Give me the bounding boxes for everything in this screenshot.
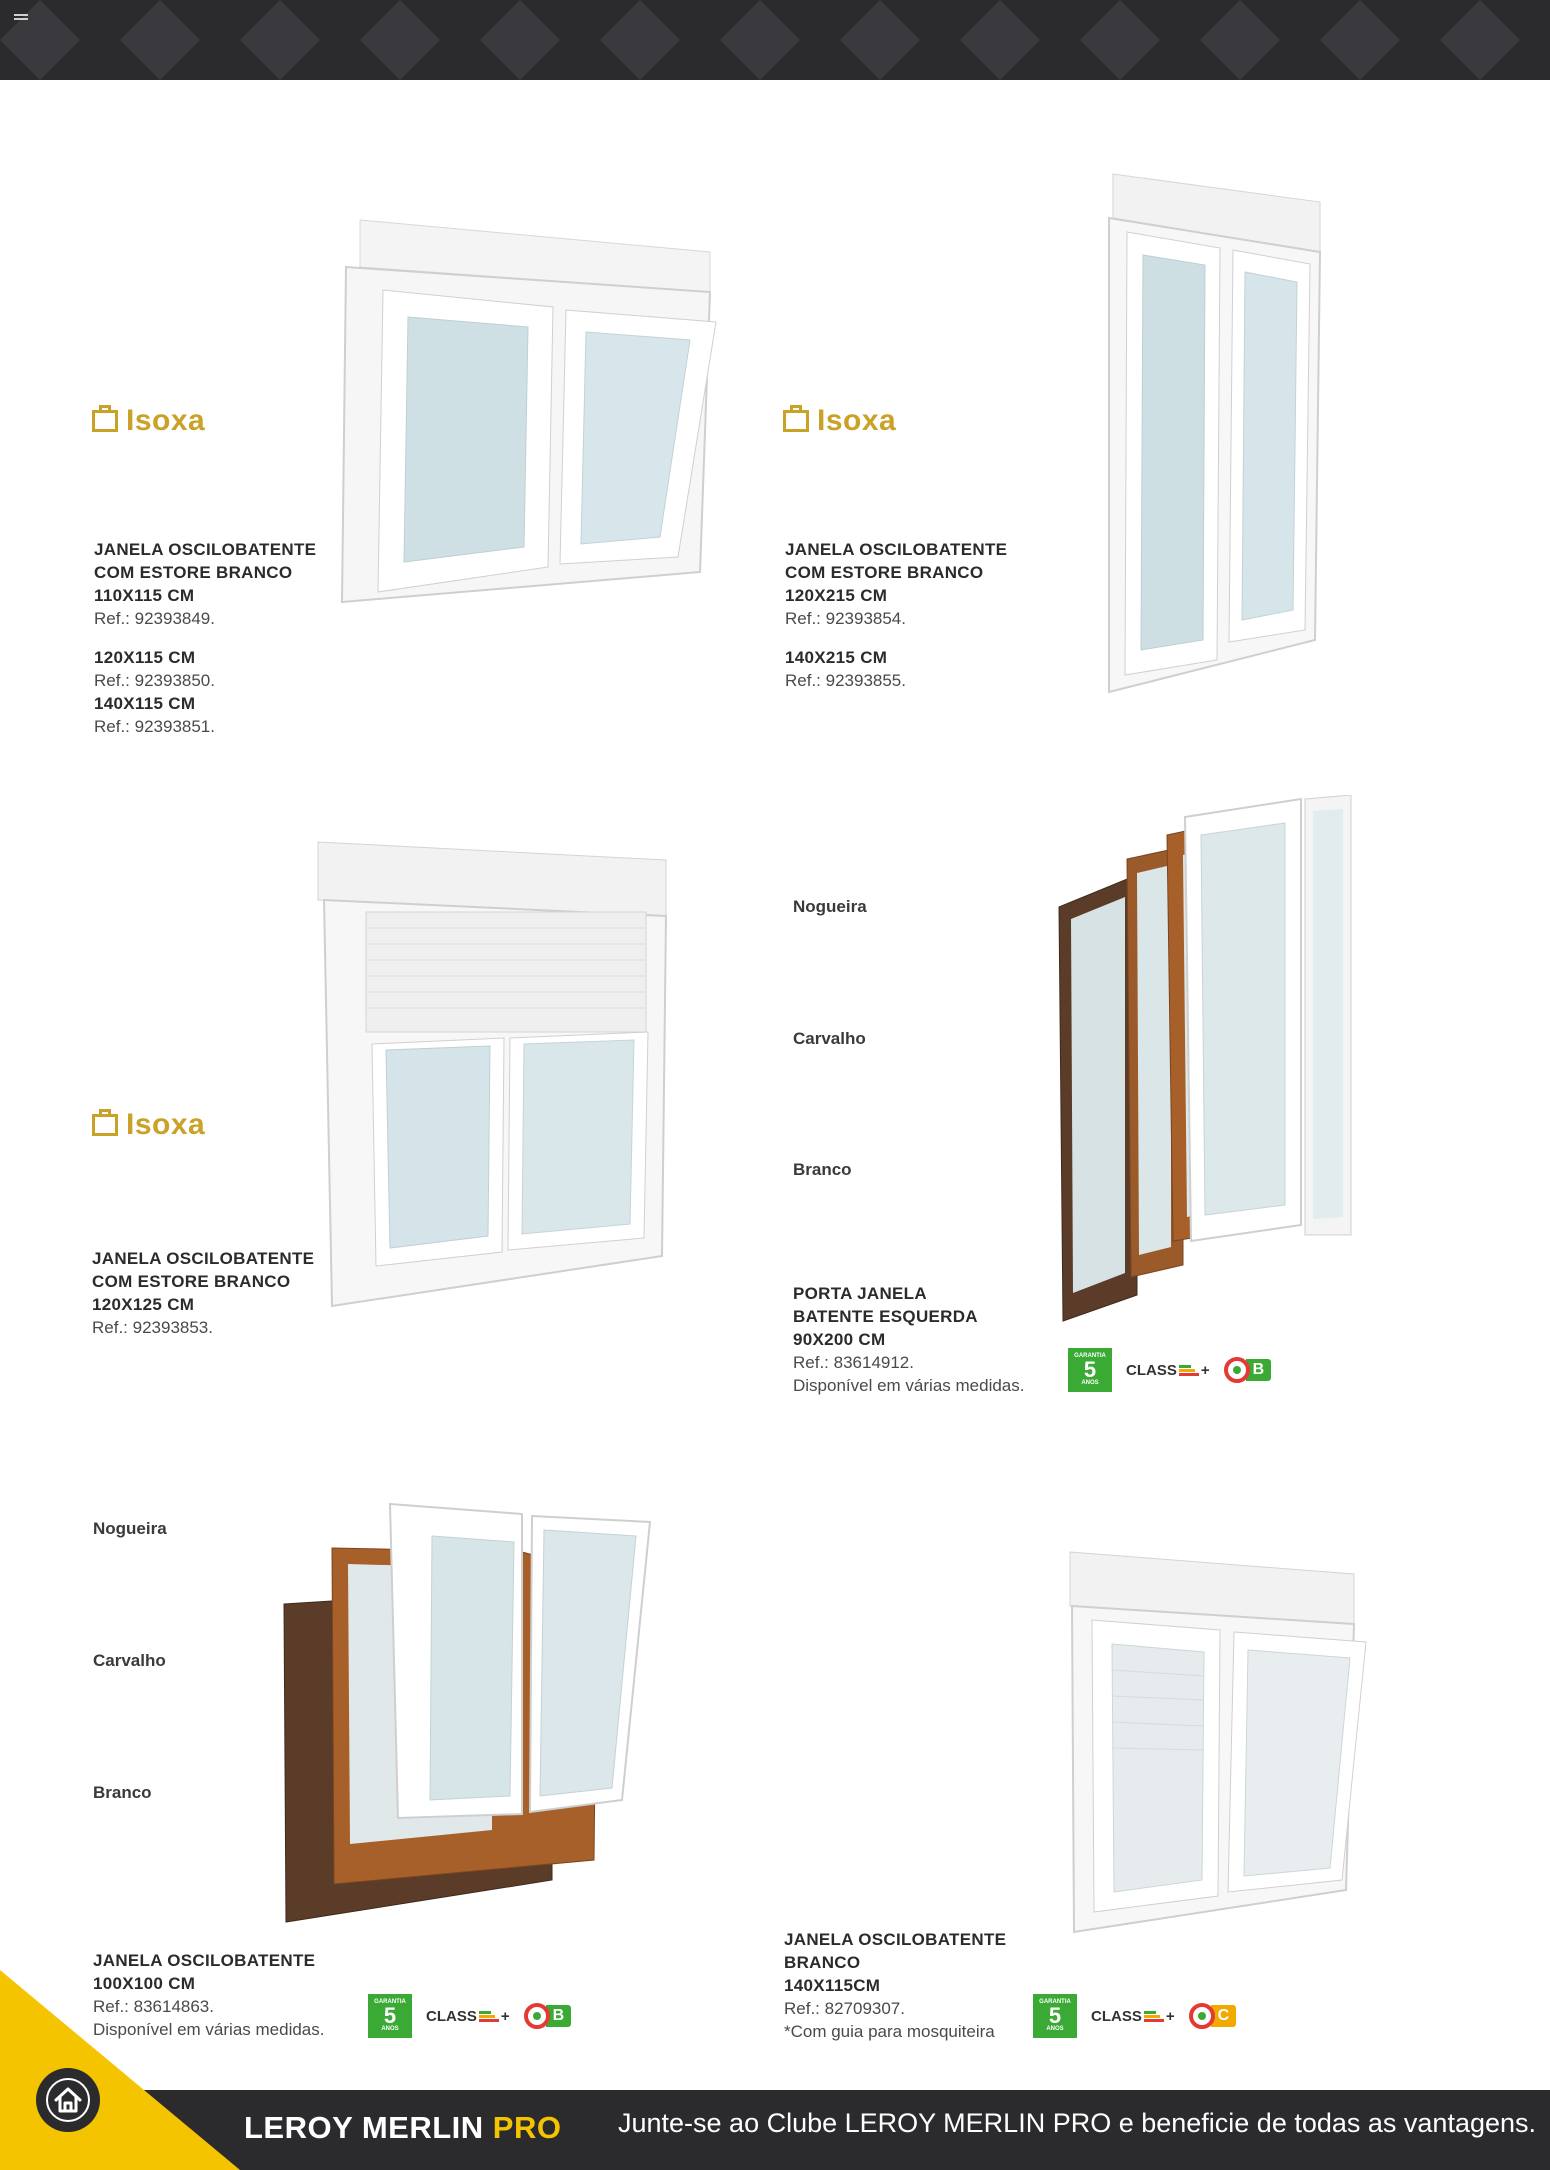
product-title: 90X200 CM: [793, 1330, 886, 1349]
product-title: 110X115 CM: [94, 586, 195, 605]
product-info-2: [785, 538, 1007, 692]
product-image: [314, 838, 672, 1313]
brand-logo: Isoxa: [92, 1108, 205, 1142]
product-note: Disponível em várias medidas.: [93, 2020, 325, 2039]
product-note: Disponível em várias medidas.: [793, 1376, 1025, 1395]
product-info-3: [92, 1247, 314, 1339]
efficiency-icon: [524, 2003, 550, 2029]
product-badges: [1068, 1348, 1271, 1392]
product-ref: Ref.: 92393854.: [785, 609, 906, 628]
footer-logo: LEROY MERLIN PRO: [244, 2110, 562, 2145]
efficiency-icon: [1189, 2003, 1215, 2029]
product-ref: Ref.: 92393853.: [92, 1318, 213, 1337]
product-image: [338, 212, 718, 607]
product-image: [1068, 1550, 1368, 1935]
product-title: PORTA JANELA: [793, 1284, 927, 1303]
product-size: 140X215 CM: [785, 648, 888, 667]
variant-label: Nogueira: [793, 897, 867, 916]
product-badges: [1033, 1994, 1236, 2038]
product-size: 120X115 CM: [94, 648, 196, 667]
product-title: JANELA OSCILOBATENTE: [784, 1930, 1007, 1949]
footer-accent: [0, 1960, 250, 2170]
product-title: JANELA OSCILOBATENTE: [92, 1249, 315, 1268]
product-size: 140X115 CM: [94, 694, 196, 713]
energy-class-badge: CLASS +: [1126, 1361, 1210, 1379]
product-image: [1105, 170, 1325, 695]
warranty-badge: GARANTIA 5 ANOS: [368, 1994, 412, 2038]
product-ref: Ref.: 92393850.: [94, 671, 215, 690]
product-title: COM ESTORE BRANCO: [94, 563, 293, 582]
product-badges: [368, 1994, 571, 2038]
variant-label: Carvalho: [93, 1651, 166, 1670]
top-bar: [0, 0, 1550, 80]
product-title: JANELA OSCILOBATENTE: [93, 1951, 316, 1970]
product-title: BRANCO: [784, 1953, 861, 1972]
menu-icon[interactable]: [14, 14, 28, 24]
efficiency-badge: B: [524, 2003, 572, 2029]
brand-logo: Isoxa: [783, 404, 896, 438]
efficiency-badge: C: [1189, 2003, 1237, 2029]
product-info-4: [793, 1282, 1024, 1397]
warranty-badge: GARANTIA 5 ANOS: [1033, 1994, 1077, 2038]
product-image: [1055, 795, 1355, 1325]
variant-label: Carvalho: [793, 1029, 866, 1048]
product-title: 120X215 CM: [785, 586, 888, 605]
energy-class-badge: CLASS +: [426, 2007, 510, 2025]
efficiency-icon: [1224, 1357, 1250, 1383]
box-icon: [783, 410, 809, 432]
product-title: COM ESTORE BRANCO: [92, 1272, 291, 1291]
product-ref: Ref.: 83614912.: [793, 1353, 914, 1372]
product-note: *Com guia para mosquiteira: [784, 2022, 995, 2041]
energy-class-badge: CLASS +: [1091, 2007, 1175, 2025]
product-info-1: [94, 538, 316, 738]
variant-label: Branco: [793, 1160, 852, 1179]
home-icon: [45, 2077, 91, 2123]
top-bar-pattern: [0, 0, 1550, 80]
product-title: 120X125 CM: [92, 1295, 195, 1314]
product-title: 100X100 CM: [93, 1974, 196, 1993]
product-title: 140X115CM: [784, 1976, 881, 1995]
warranty-badge: GARANTIA 5 ANOS: [1068, 1348, 1112, 1392]
product-info-6: [784, 1928, 1006, 2043]
efficiency-badge: B: [1224, 1357, 1272, 1383]
product-ref: Ref.: 83614863.: [93, 1997, 214, 2016]
product-title: BATENTE ESQUERDA: [793, 1307, 978, 1326]
product-title: COM ESTORE BRANCO: [785, 563, 984, 582]
product-title: JANELA OSCILOBATENTE: [94, 540, 317, 559]
variant-label: Nogueira: [93, 1519, 167, 1538]
footer-message: Junte-se ao Clube LEROY MERLIN PRO e beneficie de todas as vantagens.: [618, 2108, 1537, 2138]
box-icon: [92, 410, 118, 432]
brand-logo: Isoxa: [92, 404, 205, 438]
variant-label: Branco: [93, 1783, 152, 1802]
product-image: [282, 1500, 657, 1925]
product-title: JANELA OSCILOBATENTE: [785, 540, 1008, 559]
product-ref: Ref.: 92393849.: [94, 609, 215, 628]
home-button[interactable]: [36, 2068, 100, 2132]
product-ref: Ref.: 92393851.: [94, 717, 215, 736]
product-ref: Ref.: 92393855.: [785, 671, 906, 690]
product-ref: Ref.: 82709307.: [784, 1999, 905, 2018]
box-icon: [92, 1114, 118, 1136]
